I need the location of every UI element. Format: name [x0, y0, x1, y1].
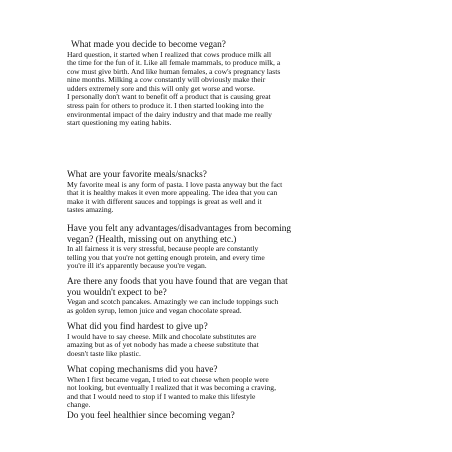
- qa-section-advantages: [67, 224, 397, 271]
- qa-section-hardest: [67, 322, 397, 358]
- question-heading: What made you decide to become vegan?: [71, 40, 226, 50]
- question-heading: What are your favorite meals/snacks?: [67, 170, 207, 180]
- answer-paragraph: When I first became vegan, I tried to eat cheese when people were not looking, but eventually I realized that it was becoming a craving, and that I would need to stop if I wanted to make this lifestyle change.: [67, 374, 276, 410]
- question-heading: What did you find hardest to give up?: [67, 322, 208, 332]
- answer-paragraph: Vegan and scotch pancakes. Amazingly we can include toppings such as golden syrup, lemon juice and vegan chocolate spread.: [67, 297, 279, 315]
- answer-paragraph: I would have to say cheese. Milk and chocolate substitutes are amazing but as of yet nobody has made a cheese substitute that doesn't taste like plastic.: [67, 331, 259, 358]
- answer-paragraph: In all fairness it is very stressful, because people are constantly telling you that you're not getting enough protein, and every time you're ill it's apparently because you're vegan.: [67, 244, 265, 271]
- question-heading: Do you feel healthier since becoming vegan?: [67, 411, 235, 421]
- answer-paragraph: Hard question, it started when I realized that cows produce milk all the time for the fun of it. Like all female mammals, to produce milk, a cow must give birth. And like human females, a cow's pregnancy lasts nine months. Milking a cow constantly will obviously make their udders extremely sore and this will only get worse and worse. I personally don't want to benefit off a product that is causing great stress pain for others to produce it. I then started looking into the environmental impact of the dairy industry and that made me really start questioning my eating habits.: [67, 49, 281, 128]
- qa-section-decision: [67, 40, 397, 128]
- question-heading: Have you felt any advantages/disadvantages from becoming vegan? (Health, missing out on anything etc.): [67, 224, 292, 245]
- answer-paragraph: My favorite meal is any form of pasta. I love pasta anyway but the fact that it is healthy makes it even more appealing. The idea that you can make it with different sauces and toppings is great as well and it tastes amazing.: [67, 179, 283, 215]
- qa-section-unexpected-foods: [67, 277, 397, 315]
- question-heading: Are there any foods that you have found that are vegan that you wouldn't expect to be?: [67, 277, 288, 298]
- qa-section-healthier: [67, 411, 397, 422]
- qa-section-coping: [67, 365, 397, 410]
- qa-section-favorite-meals: [67, 170, 397, 215]
- question-heading: What coping mechanisms did you have?: [67, 365, 218, 375]
